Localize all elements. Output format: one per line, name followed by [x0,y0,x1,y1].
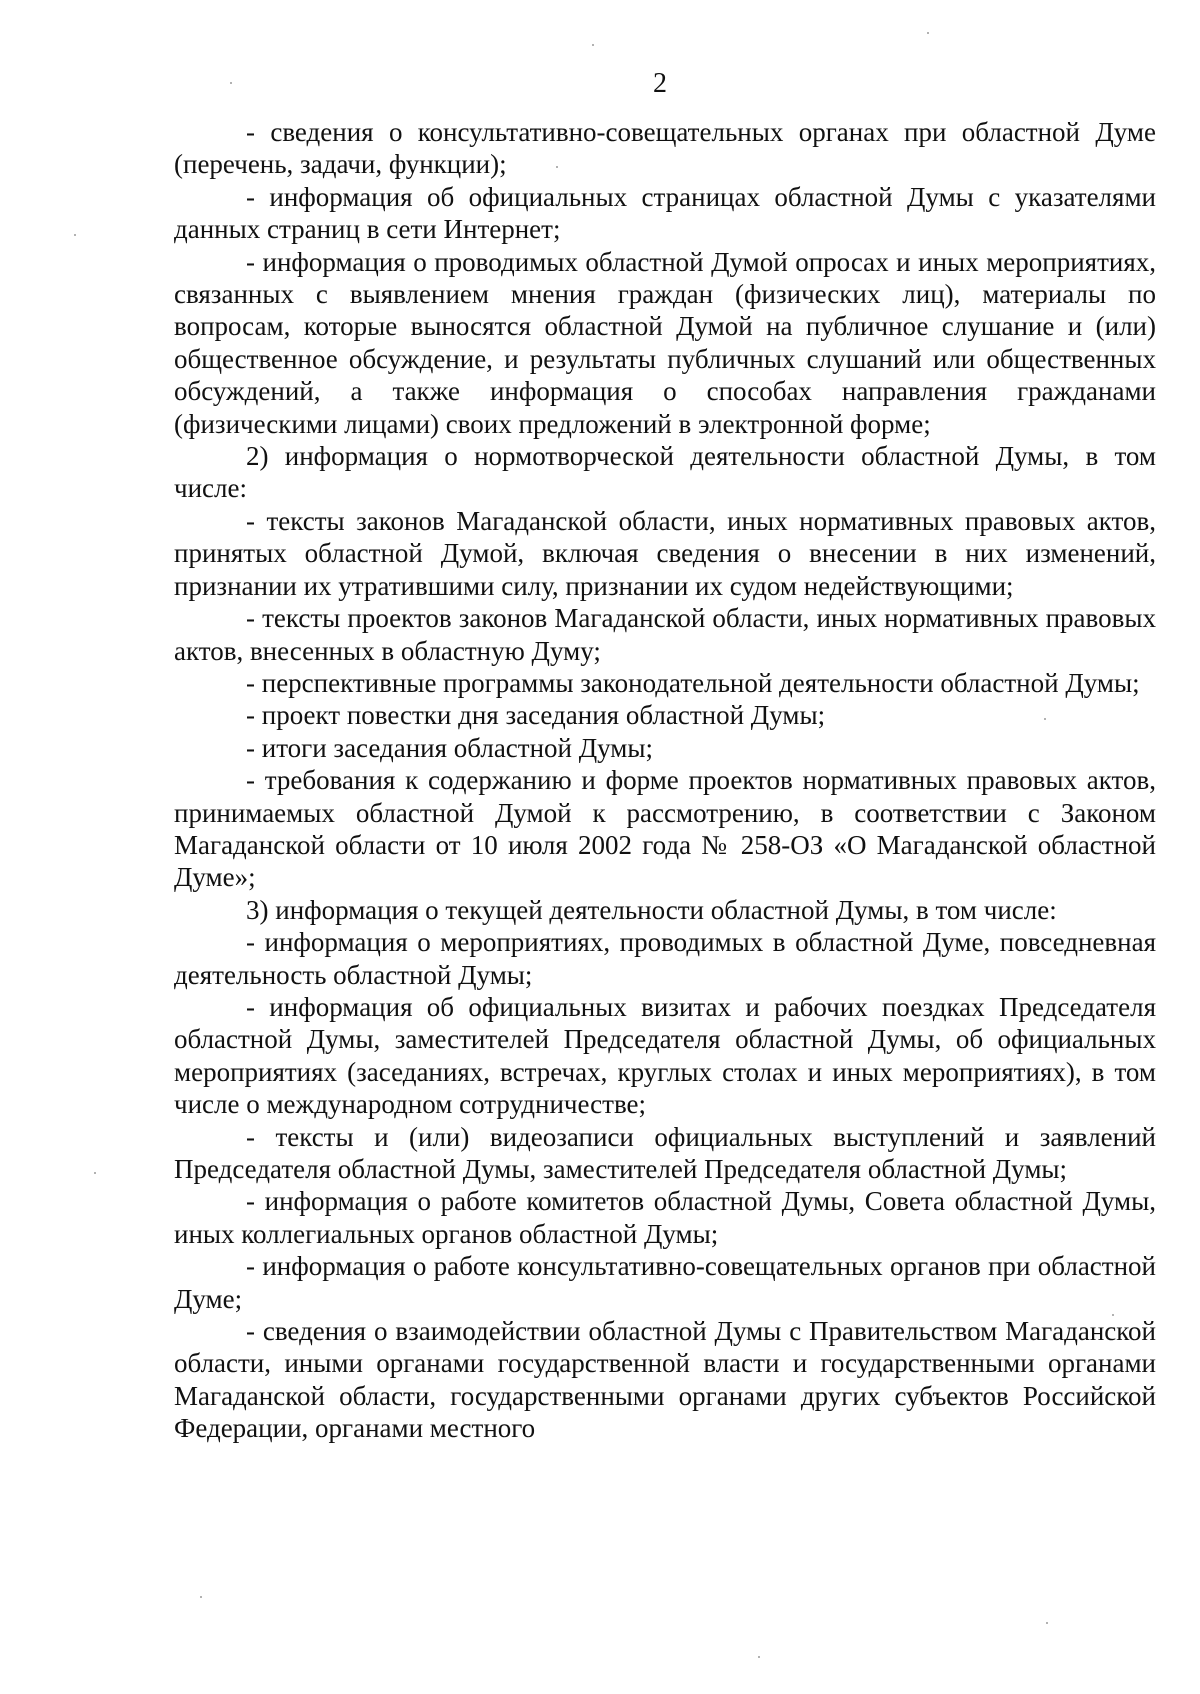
paragraph-agenda-draft: - проект повестки дня заседания областной Думы; [246,700,826,731]
scan-speck [556,166,558,168]
scan-speck [230,82,232,84]
paragraph-official-pages: - информация об официальных страницах областной Думы с указателями данных страниц в сети Интернет; [174,181,1156,245]
paragraph-meeting-results: - итоги заседания областной Думы; [246,732,654,763]
paragraph-consultative-bodies: - сведения о консультативно-совещательных органах при областной Думе (перечень, задачи, функции); [174,117,1156,180]
paragraph-draft-law-texts: - тексты проектов законов Магаданской области, иных нормативных правовых актов, внесенных в областную Думу; [174,603,1156,666]
paragraph-legislative-programs: - перспективные программы законодательной деятельности областной Думы; [246,667,1140,698]
paragraph-section-3-heading: 3) информация о текущей деятельности областной Думы, в том числе: [246,894,1057,925]
scan-speck [94,1172,96,1174]
paragraph-consultative-work: - информация о работе консультативно-совещательных органов при областной Думе; [174,1251,1156,1314]
paragraph-section-2-heading: 2) информация о нормотворческой деятельности областной Думы, в том числе: [174,441,1156,504]
document-body [174,116,1156,1445]
scan-speck [74,234,76,236]
paragraph-requirements: - требования к содержанию и форме проектов нормативных правовых актов, принимаемых областной Думой к рассмотрению, в соответствии с Законом Магаданской области от 10 июля 2002 года № 258-ОЗ «О Магаданской областной Думе»; [174,765,1156,893]
scan-speck [758,1656,760,1658]
paragraph-official-visits: - информация об официальных визитах и рабочих поездках Председателя областной Думы, заместителей Председателя областной Думы, об официальных мероприятиях (заседаниях, встречах, круглых столах и иных мероприятиях), в том числе о международном сотрудничестве; [174,991,1156,1120]
paragraph-law-texts: - тексты законов Магаданской области, иных нормативных правовых актов, принятых областной Думой, включая сведения о внесении в них изменений, признании их утратившими силу, признании их судом недействующими; [174,505,1156,601]
page-number: 2 [653,68,667,99]
scan-speck [1046,1622,1048,1624]
scan-speck [927,32,929,34]
scan-speck [1112,1314,1114,1316]
paragraph-surveys: - информация о проводимых областной Думой опросах и иных мероприятиях, связанных с выявлением мнения граждан (физических лиц), материалы по вопросам, которые выносятся областной Думой на публичное слушание и (или) общественное обсуждение, и результаты публичных слушаний или общественных обсуждений, а также информация о способах направления гражданами (физическими лицами) своих предложений в электронной форме; [174,246,1156,439]
paragraph-speeches: - тексты и (или) видеозаписи официальных выступлений и заявлений Председателя областной Думы, заместителей Председателя областной Думы; [174,1121,1156,1184]
scan-speck [200,1596,202,1598]
scan-speck [592,44,594,46]
paragraph-events: - информация о мероприятиях, проводимых в областной Думе, повседневная деятельность областной Думы; [174,927,1156,990]
paragraph-interaction: - сведения о взаимодействии областной Думы с Правительством Магаданской области, иными органами государственной власти и государственными органами Магаданской области, государственными органами других субъектов Российской Федерации, органами местного [174,1316,1156,1444]
scan-speck [1044,718,1046,720]
paragraph-committees: - информация о работе комитетов областной Думы, Совета областной Думы, иных коллегиальных органов областной Думы; [174,1186,1156,1249]
